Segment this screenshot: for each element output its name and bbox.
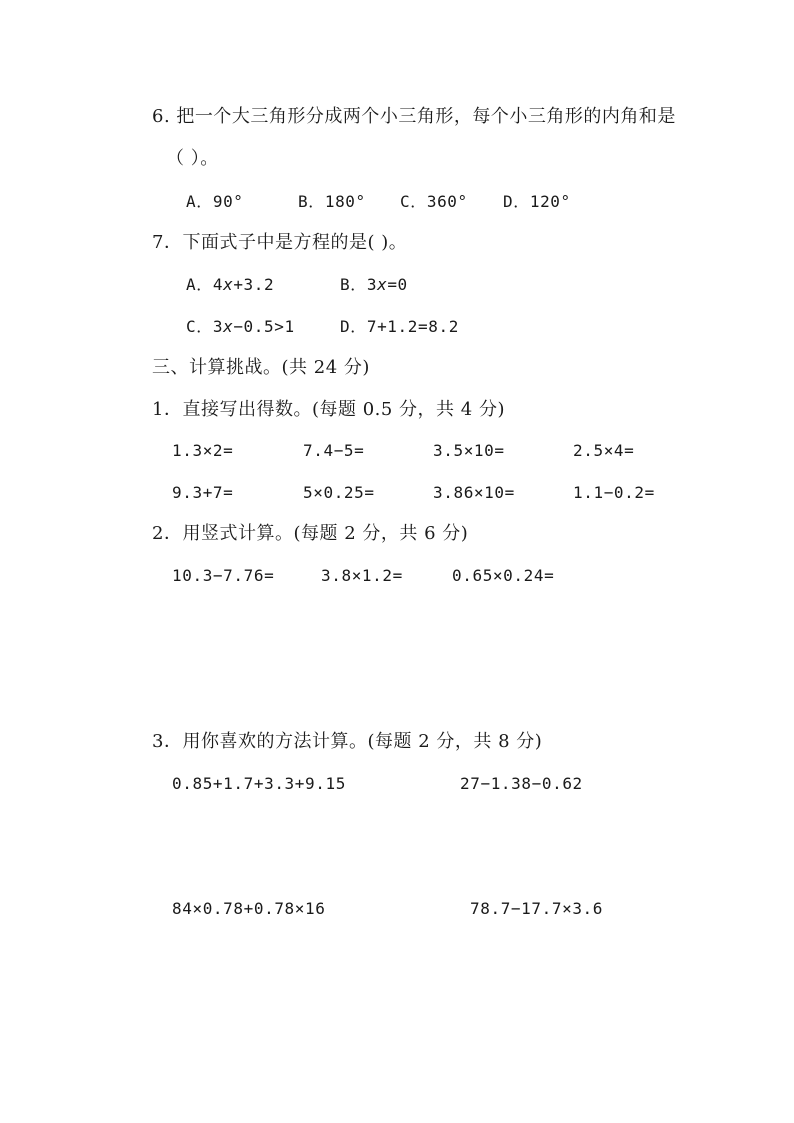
q7-option-b-pre: B．3 — [340, 275, 378, 294]
q7-option-c-var: x — [223, 317, 234, 336]
q7-stem: 7．下面式子中是方程的是( )。 — [152, 232, 408, 253]
q7-option-b — [340, 275, 408, 295]
part2-item-2: 3.8×1.2= — [321, 566, 403, 585]
part1-r2-1: 9.3+7= — [172, 483, 234, 502]
q7-option-c — [186, 317, 295, 337]
q6-line2: （ ）。 — [166, 148, 219, 169]
part1-r1-3: 3.5×10= — [433, 441, 505, 460]
part3-item-4: 78.7−17.7×3.6 — [470, 899, 604, 918]
q6-option-d: D．120° — [503, 192, 571, 211]
q7-option-a-post: +3.2 — [233, 275, 275, 294]
part3-title: 3．用你喜欢的方法计算。(每题 2 分，共 8 分) — [152, 731, 543, 752]
q7-option-a — [186, 275, 274, 295]
part1-r2-3: 3.86×10= — [433, 483, 515, 502]
part1-r2-4: 1.1−0.2= — [573, 483, 655, 502]
section3-title: 三、计算挑战。(共 24 分) — [152, 357, 370, 378]
q7-option-a-var: x — [223, 275, 234, 294]
q6-line1: 6. 把一个大三角形分成两个小三角形，每个小三角形的内角和是 — [152, 106, 676, 127]
part1-r1-4: 2.5×4= — [573, 441, 635, 460]
part2-item-1: 10.3−7.76= — [172, 566, 275, 585]
q7-option-b-var: x — [377, 275, 388, 294]
q6-option-a: A．90° — [186, 192, 244, 211]
part1-r2-2: 5×0.25= — [303, 483, 375, 502]
part2-title: 2．用竖式计算。(每题 2 分，共 6 分) — [152, 523, 469, 544]
part1-r1-1: 1.3×2= — [172, 441, 234, 460]
q6-option-b: B．180° — [298, 192, 366, 211]
part1-r1-2: 7.4−5= — [303, 441, 365, 460]
q6-option-c: C．360° — [400, 192, 468, 211]
q7-option-c-pre: C．3 — [186, 317, 224, 336]
part3-item-2: 27−1.38−0.62 — [460, 774, 583, 793]
part3-item-3: 84×0.78+0.78×16 — [172, 899, 326, 918]
q7-option-d — [340, 317, 459, 337]
q7-option-c-post: −0.5>1 — [233, 317, 295, 336]
q7-option-d-pre: D．7+1.2=8.2 — [340, 317, 459, 336]
part2-item-3: 0.65×0.24= — [452, 566, 555, 585]
part3-item-1: 0.85+1.7+3.3+9.15 — [172, 774, 346, 793]
q7-option-b-post: =0 — [387, 275, 408, 294]
part1-title: 1．直接写出得数。(每题 0.5 分，共 4 分) — [152, 399, 505, 420]
q7-option-a-pre: A．4 — [186, 275, 224, 294]
